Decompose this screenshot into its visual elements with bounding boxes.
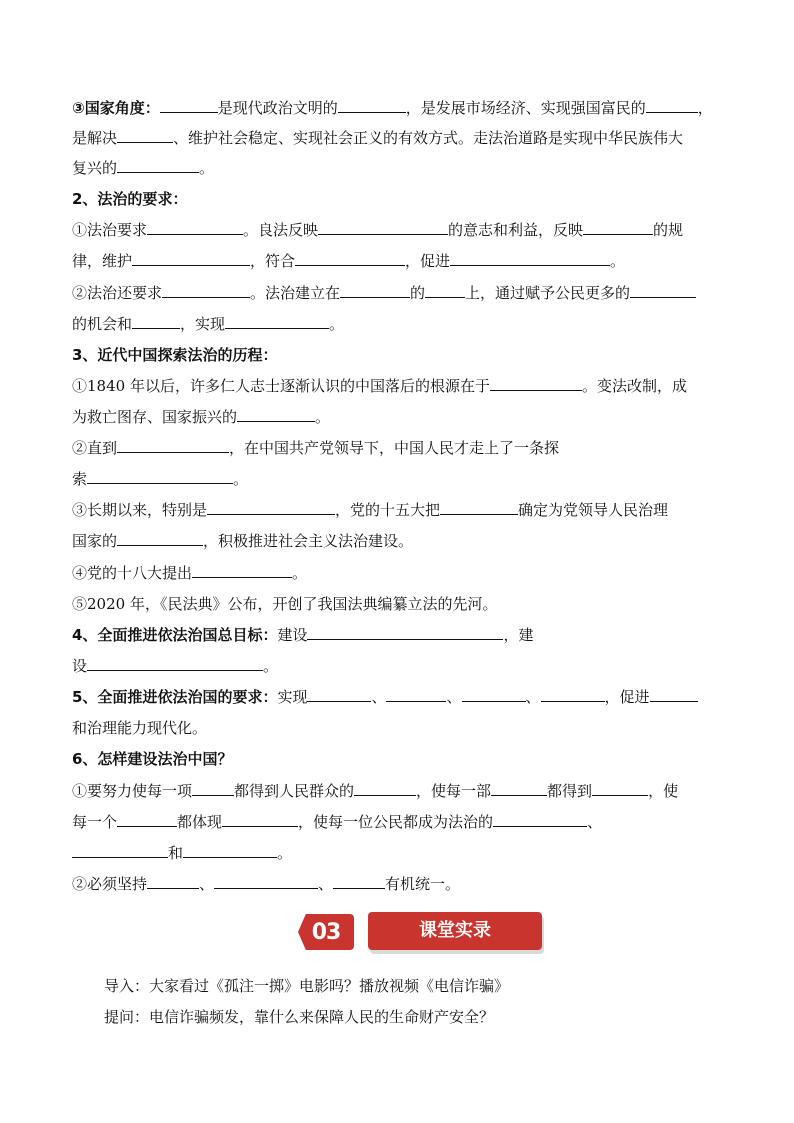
text: 。	[233, 470, 249, 488]
section-heading-3: 3、近代中国探索法治的历程：	[72, 346, 278, 364]
blank[interactable]	[646, 97, 698, 113]
text: ，建	[503, 626, 534, 644]
text: 、维护社会稳定、实现社会正义的有效方式。走法治道路是实现中华民族伟大	[173, 129, 684, 147]
requirements-line-2	[72, 717, 732, 739]
build-line-4	[72, 873, 732, 895]
text: 、	[587, 813, 603, 831]
blank[interactable]	[214, 873, 318, 889]
blank[interactable]	[583, 219, 653, 235]
text: 复兴的	[72, 159, 118, 177]
history-line-1	[72, 375, 732, 397]
text: 的机会和	[72, 315, 133, 333]
rule-of-law-line-4	[72, 313, 732, 335]
text: 。法治建立在	[250, 284, 341, 302]
nation-angle-label: ③国家角度：	[72, 99, 160, 117]
text: 是解决	[72, 129, 118, 147]
blank[interactable]	[117, 530, 203, 546]
section-heading-4: 4、全面推进依法治国总目标：	[72, 626, 278, 644]
blank[interactable]	[117, 437, 229, 453]
text: 的规	[653, 221, 684, 239]
text: 、	[446, 688, 462, 706]
blank[interactable]	[117, 127, 173, 143]
section-heading-5: 5、全面推进依法治国的要求：	[72, 688, 278, 706]
text: 建设	[277, 626, 308, 644]
history-line-4	[72, 468, 732, 490]
lesson-intro: 导入：大家看过《孤注一掷》电影吗？播放视频《电信诈骗》	[104, 977, 510, 995]
text: 都得到	[547, 782, 593, 800]
blank[interactable]	[72, 842, 168, 858]
text: 为救亡图存、国家振兴的	[72, 408, 238, 426]
text: ①1840 年以后，许多仁人志士逐渐认识的中国落后的根源在于	[72, 377, 490, 395]
text: 上，通过赋予公民更多的	[465, 284, 631, 302]
section-title: 课堂实录	[419, 920, 491, 941]
text: ，符合	[250, 252, 296, 270]
text: 确定为党领导人民治理	[518, 501, 669, 519]
blank[interactable]	[338, 97, 406, 113]
text: ④党的十八大提出	[72, 564, 193, 582]
text: ，促进	[405, 252, 451, 270]
blank[interactable]	[340, 282, 410, 298]
blank[interactable]	[541, 686, 605, 702]
text: 。	[329, 315, 345, 333]
history-line-8	[72, 593, 732, 615]
blank[interactable]	[87, 655, 263, 671]
blank[interactable]	[450, 250, 610, 266]
text: 、	[525, 688, 541, 706]
history-line-7	[72, 562, 732, 584]
build-line-1	[72, 780, 732, 802]
text: 的	[410, 284, 426, 302]
text: ①要努力使每一项	[72, 782, 193, 800]
text: ⑤2020 年，《民法典》公布，开创了我国法典编纂立法的先河。	[72, 595, 498, 613]
build-line-2	[72, 811, 732, 833]
text: ②直到	[72, 439, 118, 457]
text: ，使每一位公民都成为法治的	[298, 813, 494, 831]
rule-of-law-line-1	[72, 219, 732, 241]
text: 。	[315, 408, 331, 426]
overall-goal-line-1	[72, 624, 732, 646]
text: 。良法反映	[243, 221, 319, 239]
text: ，积极推进社会主义法治建设。	[203, 532, 414, 550]
text: ②必须坚持	[72, 875, 148, 893]
text: 。	[199, 159, 215, 177]
blank[interactable]	[425, 282, 465, 298]
requirements-line-1	[72, 686, 732, 708]
blank[interactable]	[592, 780, 648, 796]
section-banner	[292, 908, 552, 958]
text: 。	[277, 844, 293, 862]
section-number: 03	[311, 920, 341, 945]
blank[interactable]	[147, 873, 199, 889]
history-line-5	[72, 499, 732, 521]
text: 设	[72, 657, 88, 675]
blank[interactable]	[160, 97, 218, 113]
text: 律，维护	[72, 252, 133, 270]
text: 、	[199, 875, 215, 893]
section-heading-2: 2、法治的要求：	[72, 190, 188, 208]
history-line-2	[72, 406, 732, 428]
blank[interactable]	[440, 499, 518, 515]
nation-angle-line-2	[72, 127, 732, 149]
blank[interactable]	[307, 624, 503, 640]
rule-of-law-line-3	[72, 282, 732, 304]
blank[interactable]	[207, 499, 335, 515]
blank[interactable]	[132, 250, 250, 266]
blank[interactable]	[225, 313, 329, 329]
blank[interactable]	[87, 468, 233, 484]
blank[interactable]	[493, 811, 587, 827]
overall-goal-line-2	[72, 655, 732, 677]
text: 是现代政治文明的	[217, 99, 338, 117]
text: 实现	[277, 688, 308, 706]
text: 、	[318, 875, 334, 893]
text: ，	[697, 99, 713, 117]
blank[interactable]	[183, 842, 277, 858]
blank[interactable]	[132, 313, 180, 329]
lesson-question: 提问：电信诈骗频发，靠什么来保障人民的生命财产安全？	[104, 1008, 495, 1026]
text: 。变法改制，成	[581, 377, 687, 395]
text: 的意志和利益，反映	[448, 221, 584, 239]
blank[interactable]	[491, 780, 547, 796]
text: 索	[72, 470, 88, 488]
text: 国家的	[72, 532, 118, 550]
blank[interactable]	[192, 780, 234, 796]
blank[interactable]	[162, 282, 250, 298]
section-title-box	[368, 912, 542, 950]
text: 。	[263, 657, 279, 675]
blank[interactable]	[490, 375, 582, 391]
history-line-3	[72, 437, 732, 459]
text: ，党的十五大把	[335, 501, 441, 519]
blank[interactable]	[386, 686, 446, 702]
blank[interactable]	[307, 686, 371, 702]
text: 。	[292, 564, 308, 582]
text: ③长期以来，特别是	[72, 501, 208, 519]
blank[interactable]	[630, 282, 696, 298]
blank[interactable]	[192, 562, 292, 578]
build-line-3	[72, 842, 732, 864]
blank[interactable]	[222, 811, 298, 827]
text: 有机统一。	[385, 875, 461, 893]
blank[interactable]	[147, 219, 243, 235]
nation-angle-line-3	[72, 157, 732, 179]
history-line-6	[72, 530, 732, 552]
text: ，是发展市场经济、实现强国富民的	[405, 99, 646, 117]
rule-of-law-line-2	[72, 250, 732, 272]
text: ，使	[648, 782, 679, 800]
blank[interactable]	[117, 811, 177, 827]
text: 都得到人民群众的	[234, 782, 355, 800]
blank[interactable]	[237, 406, 315, 422]
blank[interactable]	[117, 157, 199, 173]
section-heading-6: 6、怎样建设法治中国？	[72, 750, 233, 768]
text: 和治理能力现代化。	[72, 719, 208, 737]
text: ①法治要求	[72, 221, 148, 239]
nation-angle-line-1	[72, 97, 732, 119]
text: ，促进	[604, 688, 650, 706]
text: 。	[610, 252, 626, 270]
text: 、	[371, 688, 387, 706]
text: ，实现	[180, 315, 226, 333]
text: ，在中国共产党领导下，中国人民才走上了一条探	[229, 439, 560, 457]
blank[interactable]	[333, 873, 385, 889]
blank[interactable]	[295, 250, 405, 266]
text: ②法治还要求	[72, 284, 163, 302]
blank[interactable]	[318, 219, 448, 235]
text: 每一个	[72, 813, 118, 831]
blank[interactable]	[650, 686, 698, 702]
blank[interactable]	[462, 686, 526, 702]
text: ，使每一部	[416, 782, 492, 800]
text: 都体现	[177, 813, 223, 831]
text: 和	[168, 844, 184, 862]
blank[interactable]	[354, 780, 416, 796]
